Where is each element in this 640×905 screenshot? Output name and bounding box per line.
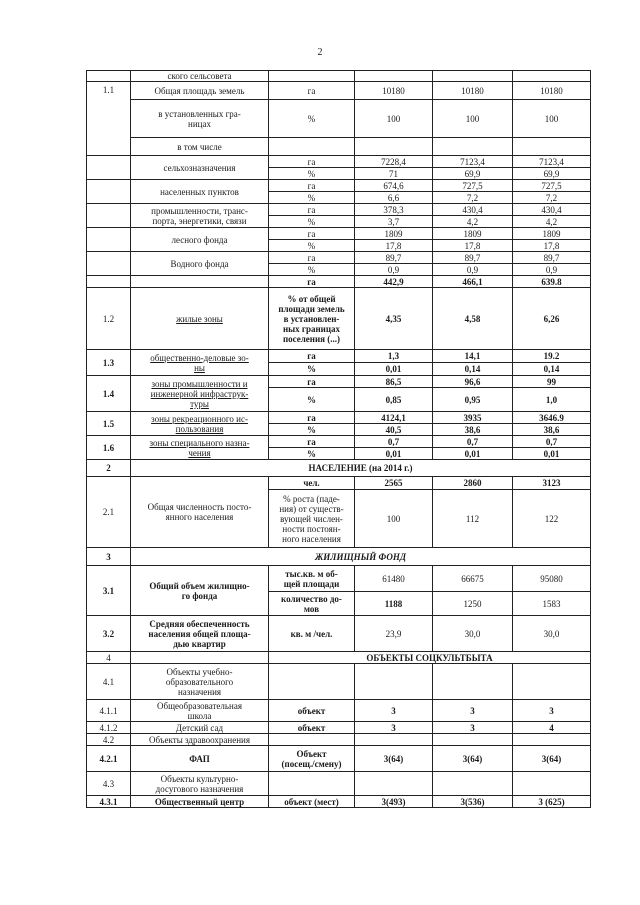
table-row — [87, 156, 591, 168]
table-cell: 442,9 — [355, 276, 433, 288]
table-cell: 0,01 — [355, 448, 433, 460]
table-cell: % роста (паде- ния) от существ- вующей числен- ности постоян- ного населения — [269, 490, 355, 548]
table-row — [87, 228, 591, 240]
table-cell: % от общей площади земель в установлен- ных границах поселения (...) — [269, 288, 355, 350]
table-cell: Общественный центр — [131, 796, 269, 808]
table-cell: 3(493) — [355, 796, 433, 808]
table-cell: % — [269, 424, 355, 436]
table-cell: 1.2 — [87, 288, 131, 350]
table-row — [87, 700, 591, 722]
table-cell: 95080 — [513, 566, 591, 592]
table-cell: 4,2 — [433, 216, 513, 228]
table-cell: 7,2 — [513, 192, 591, 204]
table-cell: Общеобразовательная школа — [131, 700, 269, 722]
table-cell: га — [269, 412, 355, 424]
table-cell: 38,6 — [433, 424, 513, 436]
table-cell: 89,7 — [355, 252, 433, 264]
table-cell: 0,9 — [355, 264, 433, 276]
table-cell: зоны рекреационного ис- пользования — [131, 412, 269, 436]
table-row — [87, 616, 591, 652]
table-cell: кв. м /чел. — [269, 616, 355, 652]
table-cell: % — [269, 388, 355, 412]
table-cell: общественно-деловые зо- ны — [131, 350, 269, 376]
table-row — [87, 288, 591, 350]
table-cell: 10180 — [355, 82, 433, 100]
table-cell: га — [269, 436, 355, 448]
table-cell: 0,14 — [433, 363, 513, 376]
table-row — [87, 350, 591, 363]
table-cell — [87, 276, 131, 288]
table-cell: га — [269, 156, 355, 168]
table-row — [87, 664, 591, 700]
table-cell: 122 — [513, 490, 591, 548]
table-cell: 4 — [513, 722, 591, 734]
table-cell: Общая площадь земель — [131, 82, 269, 100]
table-cell: ФАП — [131, 746, 269, 772]
table-cell: 674,6 — [355, 180, 433, 192]
table-cell: 1809 — [513, 228, 591, 240]
table-cell: га — [269, 204, 355, 216]
table-cell — [131, 652, 269, 664]
table-cell: 3123 — [513, 477, 591, 490]
table-cell: 17,8 — [513, 240, 591, 252]
table-cell: 3(64) — [513, 746, 591, 772]
table-cell: 430,4 — [513, 204, 591, 216]
table-cell: 3(536) — [433, 796, 513, 808]
table-cell: % — [269, 264, 355, 276]
table-cell: Общий объем жилищно- го фонда — [131, 566, 269, 616]
table-cell: 30,0 — [433, 616, 513, 652]
table-cell — [87, 71, 131, 82]
table-cell: 4124,1 — [355, 412, 433, 424]
table-cell: 3646.9 — [513, 412, 591, 424]
table-cell — [433, 664, 513, 700]
table-cell: зоны специального назна- чения — [131, 436, 269, 460]
table-cell: тыс.кв. м об- щей площади — [269, 566, 355, 592]
table-cell: 69,9 — [513, 168, 591, 180]
table-cell: га — [269, 82, 355, 100]
table-row — [87, 138, 591, 156]
table-cell — [513, 772, 591, 796]
table-row — [87, 436, 591, 448]
table-cell — [433, 138, 513, 156]
table-cell: % — [269, 192, 355, 204]
table-cell: 3 (625) — [513, 796, 591, 808]
table-cell: 4.2.1 — [87, 746, 131, 772]
table-cell: 1.4 — [87, 376, 131, 412]
table-cell: 3.1 — [87, 566, 131, 616]
table-row — [87, 796, 591, 808]
table-cell: 100 — [513, 100, 591, 138]
table-cell: 7,2 — [433, 192, 513, 204]
table-cell: 4,2 — [513, 216, 591, 228]
table-cell: 0,14 — [513, 363, 591, 376]
table-row — [87, 734, 591, 746]
table-row — [87, 772, 591, 796]
table-cell — [513, 734, 591, 746]
table-cell: 3 — [513, 700, 591, 722]
table-cell: 100 — [433, 100, 513, 138]
table-cell: 466,1 — [433, 276, 513, 288]
table-cell: га — [269, 376, 355, 388]
table-row — [87, 204, 591, 216]
table-cell: 89,7 — [433, 252, 513, 264]
table-cell: % — [269, 168, 355, 180]
table-cell: сельхозназначения — [131, 156, 269, 180]
table-cell — [269, 734, 355, 746]
table-cell — [355, 734, 433, 746]
table-cell — [87, 204, 131, 228]
table-cell: 0,01 — [513, 448, 591, 460]
table-row — [87, 548, 591, 566]
table-cell — [355, 772, 433, 796]
page-number: 2 — [317, 47, 323, 58]
table-cell: 1583 — [513, 592, 591, 616]
table-cell: 7123,4 — [433, 156, 513, 168]
table-cell: % — [269, 240, 355, 252]
table-cell: 1809 — [433, 228, 513, 240]
table-cell: промышленности, транс- порта, энергетики, связи — [131, 204, 269, 228]
table-cell: 1.1 — [87, 82, 131, 156]
table-cell: жилые зоны — [131, 288, 269, 350]
table-cell: 2860 — [433, 477, 513, 490]
table-cell: 23,9 — [355, 616, 433, 652]
table-cell: 0,9 — [513, 264, 591, 276]
table-cell: 10180 — [433, 82, 513, 100]
table-cell: 2.1 — [87, 477, 131, 548]
table-cell — [355, 71, 433, 82]
table-cell: 4.2 — [87, 734, 131, 746]
table-row — [87, 100, 591, 138]
table-cell: 1188 — [355, 592, 433, 616]
table-cell: 6,26 — [513, 288, 591, 350]
table-cell: 100 — [355, 100, 433, 138]
table-cell: % — [269, 216, 355, 228]
table-row — [87, 566, 591, 592]
section-heading: ЖИЛИЩНЫЙ ФОНД — [131, 548, 591, 566]
table-row — [87, 460, 591, 477]
table-cell: 0,7 — [355, 436, 433, 448]
table-cell: % — [269, 448, 355, 460]
table-cell: 4.1 — [87, 664, 131, 700]
table-row — [87, 252, 591, 264]
table-cell: 6,6 — [355, 192, 433, 204]
table-row — [87, 180, 591, 192]
table-cell: 7123,4 — [513, 156, 591, 168]
table-cell: 96,6 — [433, 376, 513, 388]
table-cell: 2 — [87, 460, 131, 477]
table-cell: 112 — [433, 490, 513, 548]
table-cell — [355, 138, 433, 156]
table-row — [87, 477, 591, 490]
table-cell: Средняя обеспеченность населения общей площа- дью квартир — [131, 616, 269, 652]
table-cell — [355, 664, 433, 700]
table-cell: 1,3 — [355, 350, 433, 363]
table-cell: 0,9 — [433, 264, 513, 276]
table-row — [87, 376, 591, 388]
table-cell: зоны промышленности и инженерной инфраструк- туры — [131, 376, 269, 412]
table-cell: 3 — [87, 548, 131, 566]
table-cell: га — [269, 252, 355, 264]
table-cell: 89,7 — [513, 252, 591, 264]
table-cell — [513, 138, 591, 156]
table-cell: 99 — [513, 376, 591, 388]
table-cell: 30,0 — [513, 616, 591, 652]
table-cell — [87, 180, 131, 204]
table-cell: 3 — [355, 722, 433, 734]
table-cell: га — [269, 276, 355, 288]
table-cell: 727,5 — [513, 180, 591, 192]
table-cell: 3(64) — [355, 746, 433, 772]
table-cell: % — [269, 363, 355, 376]
table-cell: 3935 — [433, 412, 513, 424]
table-cell: 61480 — [355, 566, 433, 592]
table-row — [87, 276, 591, 288]
table-cell: 86,5 — [355, 376, 433, 388]
table-cell: 0,95 — [433, 388, 513, 412]
indicators-table — [86, 70, 591, 808]
table-cell: 0,85 — [355, 388, 433, 412]
table-cell: % — [269, 100, 355, 138]
table-cell: 3(64) — [433, 746, 513, 772]
table-cell: 639.8 — [513, 276, 591, 288]
table-cell: Водного фонда — [131, 252, 269, 276]
table-cell: ского сельсовета — [131, 71, 269, 82]
table-cell: 0,7 — [433, 436, 513, 448]
table-cell: 4.3 — [87, 772, 131, 796]
table-cell: Объекты здравоохранения — [131, 734, 269, 746]
table-cell: 14,1 — [433, 350, 513, 363]
table-row — [87, 412, 591, 424]
table-cell: 1.3 — [87, 350, 131, 376]
table-cell: 4.1.2 — [87, 722, 131, 734]
table-row — [87, 652, 591, 664]
table-cell: 7228,4 — [355, 156, 433, 168]
table-cell — [269, 664, 355, 700]
table-cell: 19.2 — [513, 350, 591, 363]
table-cell: Общая численность посто- янного населения — [131, 477, 269, 548]
table-cell: 1250 — [433, 592, 513, 616]
table-cell: Объекты культурно- досугового назначения — [131, 772, 269, 796]
table-cell: лесного фонда — [131, 228, 269, 252]
table-cell: 2565 — [355, 477, 433, 490]
table-cell: 4,35 — [355, 288, 433, 350]
table-cell — [513, 664, 591, 700]
table-cell — [269, 71, 355, 82]
table-cell: 1.5 — [87, 412, 131, 436]
table-cell: 4.3.1 — [87, 796, 131, 808]
table-cell: 69,9 — [433, 168, 513, 180]
table-cell: объект — [269, 700, 355, 722]
table-row — [87, 71, 591, 82]
table-cell — [433, 772, 513, 796]
table-cell: 3 — [433, 722, 513, 734]
table-cell: количество до- мов — [269, 592, 355, 616]
table-cell — [269, 138, 355, 156]
section-heading: НАСЕЛЕНИЕ (на 2014 г.) — [131, 460, 591, 477]
table-cell: 17,8 — [433, 240, 513, 252]
table-cell: 0,01 — [355, 363, 433, 376]
table-cell: 0,7 — [513, 436, 591, 448]
table-cell: 100 — [355, 490, 433, 548]
table-cell: объект (мест) — [269, 796, 355, 808]
table-cell: 71 — [355, 168, 433, 180]
table-cell: 0,01 — [433, 448, 513, 460]
table-cell: населенных пунктов — [131, 180, 269, 204]
table-row — [87, 746, 591, 772]
table-cell: 3 — [433, 700, 513, 722]
table-cell: га — [269, 228, 355, 240]
table-cell: Объект (посещ./смену) — [269, 746, 355, 772]
table-row — [87, 722, 591, 734]
table-cell — [269, 772, 355, 796]
table-cell: 4,58 — [433, 288, 513, 350]
table-row — [87, 82, 591, 100]
table-cell — [87, 228, 131, 252]
table-cell: га — [269, 180, 355, 192]
section-heading: ОБЪЕКТЫ СОЦКУЛЬТБЫТА — [269, 652, 591, 664]
table-cell: 1,0 — [513, 388, 591, 412]
table-cell — [433, 71, 513, 82]
table-cell: 4 — [87, 652, 131, 664]
table-cell: Детский сад — [131, 722, 269, 734]
table-cell: 17,8 — [355, 240, 433, 252]
table-cell: объект — [269, 722, 355, 734]
table-cell: га — [269, 350, 355, 363]
table-cell: Объекты учебно- образовательного назначения — [131, 664, 269, 700]
table-cell: 3.2 — [87, 616, 131, 652]
table-cell — [87, 252, 131, 276]
table-cell: 1809 — [355, 228, 433, 240]
table-cell: 38,6 — [513, 424, 591, 436]
table-cell: в том числе — [131, 138, 269, 156]
table-cell: чел. — [269, 477, 355, 490]
table-cell: 430,4 — [433, 204, 513, 216]
table-cell: 4.1.1 — [87, 700, 131, 722]
table-cell: 3,7 — [355, 216, 433, 228]
table-cell — [131, 276, 269, 288]
table-cell: 10180 — [513, 82, 591, 100]
table-cell: в установленных гра- ницах — [131, 100, 269, 138]
table-cell: 1.6 — [87, 436, 131, 460]
table-cell — [87, 156, 131, 180]
table-cell: 378,3 — [355, 204, 433, 216]
table-cell: 40,5 — [355, 424, 433, 436]
table-cell — [513, 71, 591, 82]
table-cell: 66675 — [433, 566, 513, 592]
table-cell: 727,5 — [433, 180, 513, 192]
table-cell: 3 — [355, 700, 433, 722]
table-cell — [433, 734, 513, 746]
